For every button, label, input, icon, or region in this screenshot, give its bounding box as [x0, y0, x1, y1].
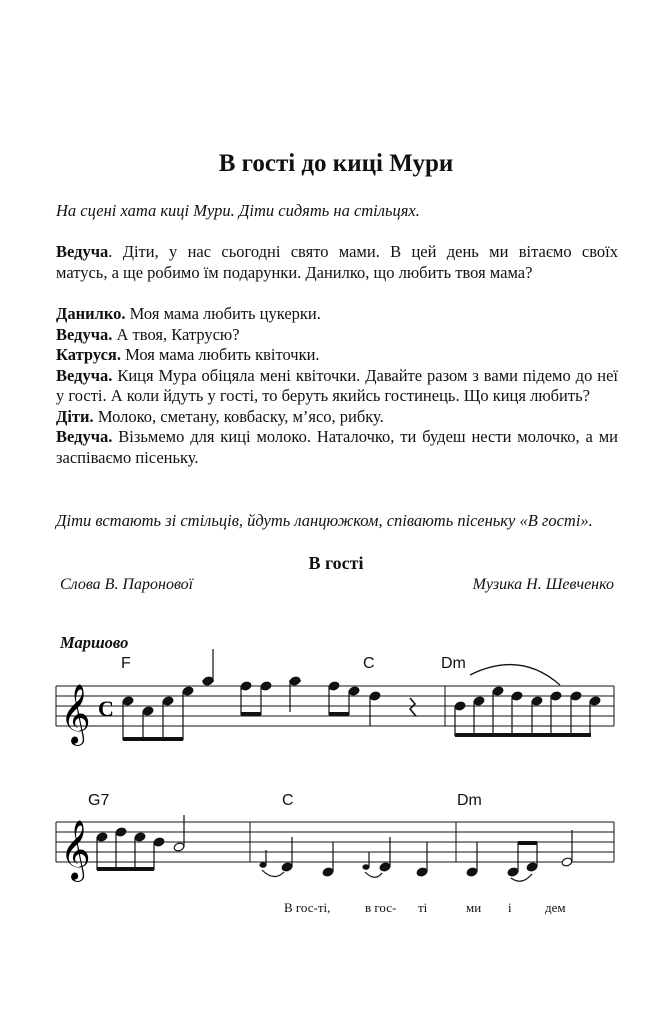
speaker-name: Ведуча. [56, 427, 113, 446]
dialogue-text: матусь, а ще робимо їм подарунки. Данилко, що любить твоя мама? [56, 262, 533, 282]
dialogue-text: А твоя, Катрусю? [112, 324, 240, 344]
chord-symbol: Dm [457, 792, 482, 809]
intro-text: На сцені хата киці Мури. Діти сидять на стільцях. [56, 201, 420, 220]
page-title: В гості до киці Мури [218, 150, 454, 177]
notes-row-2 [96, 815, 573, 881]
treble-clef: 𝄞 [60, 820, 91, 880]
chord-symbol: F [121, 655, 131, 672]
lyric-syllable: дем [545, 900, 566, 915]
chord-symbol: C [282, 792, 294, 809]
dialogue-text: Молоко, сметану, ковбаску, м’ясо, рибку. [93, 406, 384, 426]
lyricist-credit: Слова В. Паронової [60, 576, 194, 593]
stage-direction-text: Діти встають зі стільців, йдуть ланцюжком, співають пісеньку «В гості». [56, 511, 593, 530]
speaker-name: Катруся. [56, 345, 121, 364]
speaker-name: Ведуча. [56, 324, 113, 344]
lyric-syllable: В гос-ті, [284, 900, 331, 915]
speaker-name: Ведуча. [56, 365, 113, 385]
time-signature: C [98, 696, 114, 721]
treble-clef: 𝄞 [60, 684, 91, 744]
speaker-name: Ведуча [56, 242, 109, 261]
dialogue-text: Моя мама любить квіточки. [120, 345, 320, 364]
speaker-name: Данилко. [56, 304, 126, 323]
staff-1 [56, 686, 614, 726]
lyric-syllable: і [508, 900, 512, 915]
notes-row-1 [122, 649, 601, 741]
lyric-syllable: ми [466, 900, 482, 915]
composer-credit: Музика Н. Шевченко [472, 576, 614, 593]
chord-symbol: Dm [441, 655, 466, 672]
dialogue-text: Моя мама любить цукерки. [125, 304, 321, 323]
tempo-marking: Маршово [60, 633, 129, 652]
lyric-syllable: в гос- [365, 900, 397, 915]
song-title: В гості [308, 553, 364, 573]
dialogue-text: Киця Мура обіцяла мені квіточки. Давайте разом з вами підемо до неї у гості. А коли йдуть у гості, то беруть якийсь гостинець. Що киця любить? [56, 365, 618, 405]
dialogue-text: Візьмемо для киці молоко. Наталочко, ти будеш нести молочко, а ми заспіваємо пісеньку. [56, 427, 618, 467]
dialogue-text: . Діти, у нас сьогодні свято мами. В цей день ми вітаємо своїх [108, 242, 618, 261]
slur [470, 665, 560, 685]
chord-symbol: C [363, 655, 375, 672]
lyric-syllable: ті [418, 900, 428, 915]
speaker-name: Діти. [56, 406, 94, 426]
chord-symbol: G7 [88, 792, 110, 809]
